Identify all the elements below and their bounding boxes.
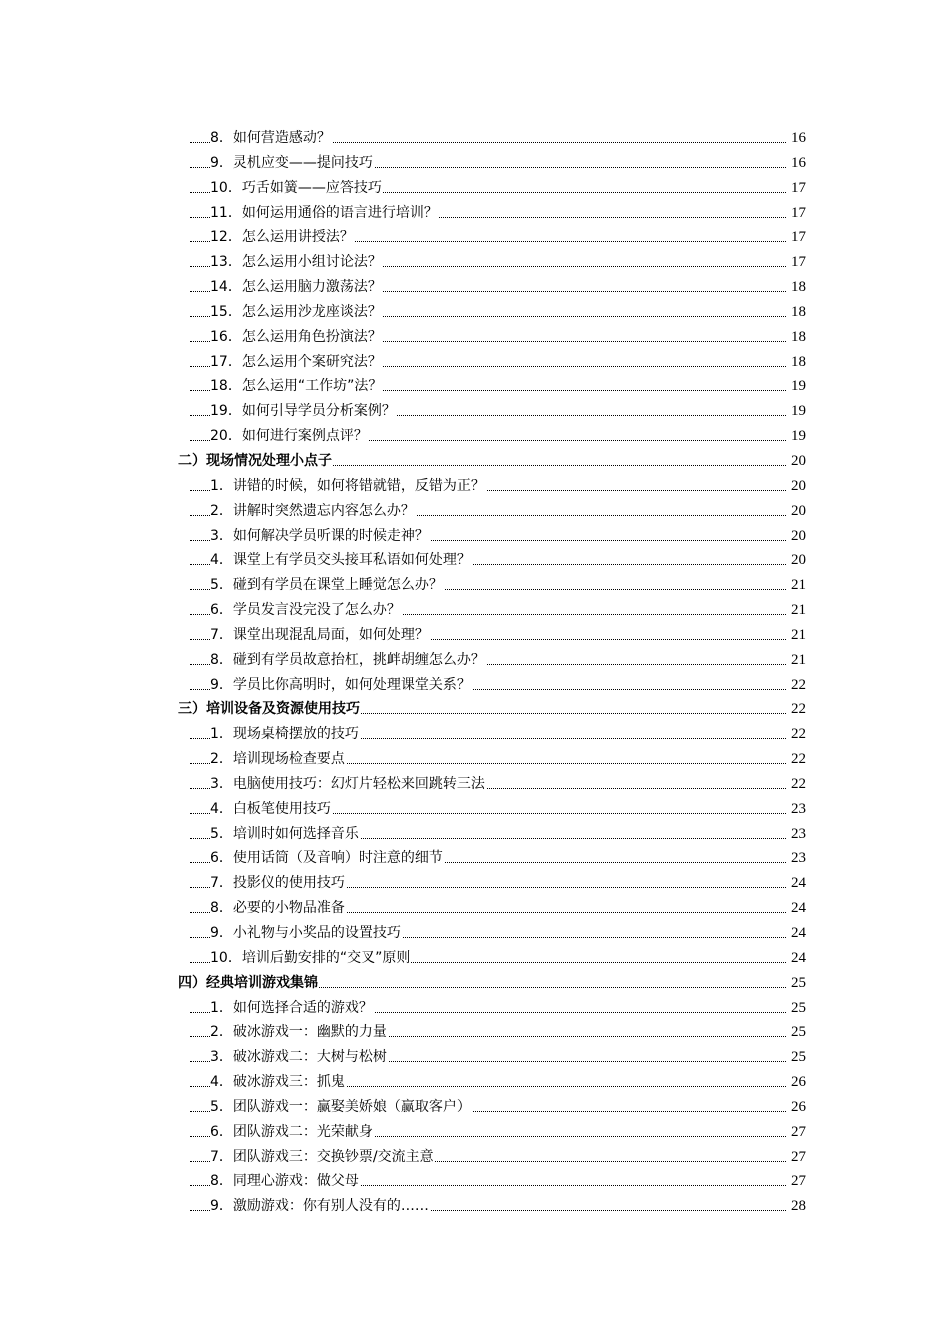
toc-item-row[interactable] [0,598,950,623]
toc-page-number: 25 [790,971,806,996]
toc-entry-title: 19．如何引导学员分析案例？ [210,399,397,424]
toc-page-number: 27 [790,1120,806,1145]
toc-item-row[interactable] [0,1045,950,1070]
toc-entry-title: 17．怎么运用个案研究法？ [210,350,383,375]
toc-entry-title: 1．现场桌椅摆放的技巧 [210,722,360,747]
toc-entry-title: 10．巧舌如簧——应答技巧 [210,176,383,201]
toc-page-number: 25 [790,1020,806,1045]
toc-item-row[interactable] [0,896,950,921]
toc-item-row[interactable] [0,524,950,549]
toc-entry-title: 9．灵机应变——提问技巧 [210,151,374,176]
toc-entry-title: 3．破冰游戏二：大树与松树 [210,1045,388,1070]
toc-entry-title: 2．讲解时突然遗忘内容怎么办？ [210,499,416,524]
toc-entry-title: 9．激励游戏：你有别人没有的…… [210,1194,430,1219]
toc-page-number: 21 [790,573,806,598]
toc-page-number: 19 [790,424,806,449]
toc-entry-title: 18．怎么运用“工作坊”法？ [210,374,383,399]
toc-section-row[interactable] [0,449,950,474]
toc-page-number: 18 [790,325,806,350]
toc-page-number: 22 [790,673,806,698]
toc-item-row[interactable] [0,797,950,822]
toc-item-row[interactable] [0,1169,950,1194]
toc-page-number: 19 [790,374,806,399]
toc-page-number: 18 [790,350,806,375]
toc-page-number: 20 [790,474,806,499]
toc-page-number: 26 [790,1070,806,1095]
toc-item-row[interactable] [0,350,950,375]
toc-page-number: 22 [790,747,806,772]
toc-page-number: 27 [790,1169,806,1194]
toc-page-number: 21 [790,598,806,623]
toc-item-row[interactable] [0,1145,950,1170]
toc-page-number: 23 [790,797,806,822]
toc-item-row[interactable] [0,1194,950,1219]
toc-item-row[interactable] [0,648,950,673]
toc-item-row[interactable] [0,176,950,201]
toc-entry-title: 7．团队游戏三：交换钞票/交流主意 [210,1145,435,1170]
toc-entry-title: 6．团队游戏二：光荣献身 [210,1120,374,1145]
toc-item-row[interactable] [0,623,950,648]
toc-entry-title: 4．课堂上有学员交头接耳私语如何处理？ [210,548,472,573]
toc-item-row[interactable] [0,946,950,971]
toc-item-row[interactable] [0,822,950,847]
toc-entry-title: 2．培训现场检查要点 [210,747,346,772]
toc-item-row[interactable] [0,1095,950,1120]
toc-entry-title: 5．团队游戏一：赢娶美娇娘（赢取客户） [210,1095,472,1120]
toc-entry-title: 四）经典培训游戏集锦 [178,971,319,996]
toc-page-number: 26 [790,1095,806,1120]
toc-page-number: 21 [790,648,806,673]
toc-item-row[interactable] [0,1020,950,1045]
toc-entry-title: 16．怎么运用角色扮演法？ [210,325,383,350]
toc-page-number: 22 [790,772,806,797]
toc-entry-title: 三）培训设备及资源使用技巧 [178,697,361,722]
toc-page-number: 20 [790,524,806,549]
toc-item-row[interactable] [0,846,950,871]
toc-item-row[interactable] [0,151,950,176]
toc-section-row[interactable] [0,971,950,996]
toc-entry-title: 10．培训后勤安排的“交叉”原则 [210,946,411,971]
toc-page-number: 17 [790,176,806,201]
toc-entry-title: 二）现场情况处理小点子 [178,449,333,474]
toc-page-number: 20 [790,449,806,474]
toc-page-number: 24 [790,946,806,971]
toc-page-number: 23 [790,846,806,871]
table-of-contents [0,126,950,1219]
toc-entry-title: 8．同理心游戏：做父母 [210,1169,360,1194]
toc-item-row[interactable] [0,474,950,499]
toc-entry-title: 8．如何营造感动？ [210,126,332,151]
toc-entry-title: 15．怎么运用沙龙座谈法？ [210,300,383,325]
toc-item-row[interactable] [0,722,950,747]
toc-item-row[interactable] [0,225,950,250]
toc-page-number: 22 [790,697,806,722]
toc-entry-title: 2．破冰游戏一：幽默的力量 [210,1020,388,1045]
toc-entry-title: 9．学员比你高明时，如何处理课堂关系？ [210,673,472,698]
toc-page-number: 23 [790,822,806,847]
toc-page-number: 18 [790,275,806,300]
toc-page-number: 28 [790,1194,806,1219]
toc-item-row[interactable] [0,201,950,226]
toc-section-row[interactable] [0,697,950,722]
toc-item-row[interactable] [0,424,950,449]
toc-entry-title: 14．怎么运用脑力激荡法？ [210,275,383,300]
toc-entry-title: 3．电脑使用技巧：幻灯片轻松来回跳转三法 [210,772,486,797]
toc-entry-title: 7．投影仪的使用技巧 [210,871,346,896]
toc-item-row[interactable] [0,747,950,772]
toc-entry-title: 6．使用话筒（及音响）时注意的细节 [210,846,444,871]
toc-item-row[interactable] [0,871,950,896]
toc-entry-title: 1．讲错的时候，如何将错就错，反错为正？ [210,474,486,499]
toc-page-number: 17 [790,250,806,275]
toc-item-row[interactable] [0,126,950,151]
toc-page-number: 27 [790,1145,806,1170]
toc-item-row[interactable] [0,300,950,325]
toc-page-number: 21 [790,623,806,648]
toc-page-number: 22 [790,722,806,747]
toc-page-number: 20 [790,499,806,524]
toc-entry-title: 20．如何进行案例点评？ [210,424,369,449]
toc-item-row[interactable] [0,1070,950,1095]
toc-page-number: 24 [790,921,806,946]
toc-page-number: 16 [790,126,806,151]
toc-item-row[interactable] [0,250,950,275]
toc-page-number: 25 [790,1045,806,1070]
toc-item-row[interactable] [0,399,950,424]
toc-entry-title: 13．怎么运用小组讨论法？ [210,250,383,275]
toc-item-row[interactable] [0,1120,950,1145]
toc-page-number: 19 [790,399,806,424]
toc-item-row[interactable] [0,548,950,573]
toc-item-row[interactable] [0,499,950,524]
toc-item-row[interactable] [0,772,950,797]
toc-item-row[interactable] [0,673,950,698]
toc-entry-title: 9．小礼物与小奖品的设置技巧 [210,921,402,946]
toc-item-row[interactable] [0,275,950,300]
toc-entry-title: 11．如何运用通俗的语言进行培训？ [210,201,439,226]
toc-entry-title: 5．碰到有学员在课堂上睡觉怎么办？ [210,573,444,598]
toc-entry-title: 3．如何解决学员听课的时候走神？ [210,524,430,549]
toc-item-row[interactable] [0,573,950,598]
toc-entry-title: 6．学员发言没完没了怎么办？ [210,598,402,623]
toc-page-number: 24 [790,871,806,896]
toc-page-number: 24 [790,896,806,921]
toc-page-number: 18 [790,300,806,325]
toc-entry-title: 8．必要的小物品准备 [210,896,346,921]
toc-item-row[interactable] [0,996,950,1021]
toc-page-number: 20 [790,548,806,573]
toc-item-row[interactable] [0,325,950,350]
toc-page-number: 17 [790,201,806,226]
toc-entry-title: 4．白板笔使用技巧 [210,797,332,822]
toc-item-row[interactable] [0,374,950,399]
toc-entry-title: 8．碰到有学员故意抬杠，挑衅胡缠怎么办？ [210,648,486,673]
toc-entry-title: 5．培训时如何选择音乐 [210,822,360,847]
toc-entry-title: 4．破冰游戏三：抓鬼 [210,1070,346,1095]
toc-page-number: 16 [790,151,806,176]
toc-entry-title: 7．课堂出现混乱局面，如何处理？ [210,623,430,648]
toc-entry-title: 12．怎么运用讲授法？ [210,225,355,250]
toc-page-number: 25 [790,996,806,1021]
toc-page-number: 17 [790,225,806,250]
toc-entry-title: 1．如何选择合适的游戏？ [210,996,374,1021]
toc-item-row[interactable] [0,921,950,946]
